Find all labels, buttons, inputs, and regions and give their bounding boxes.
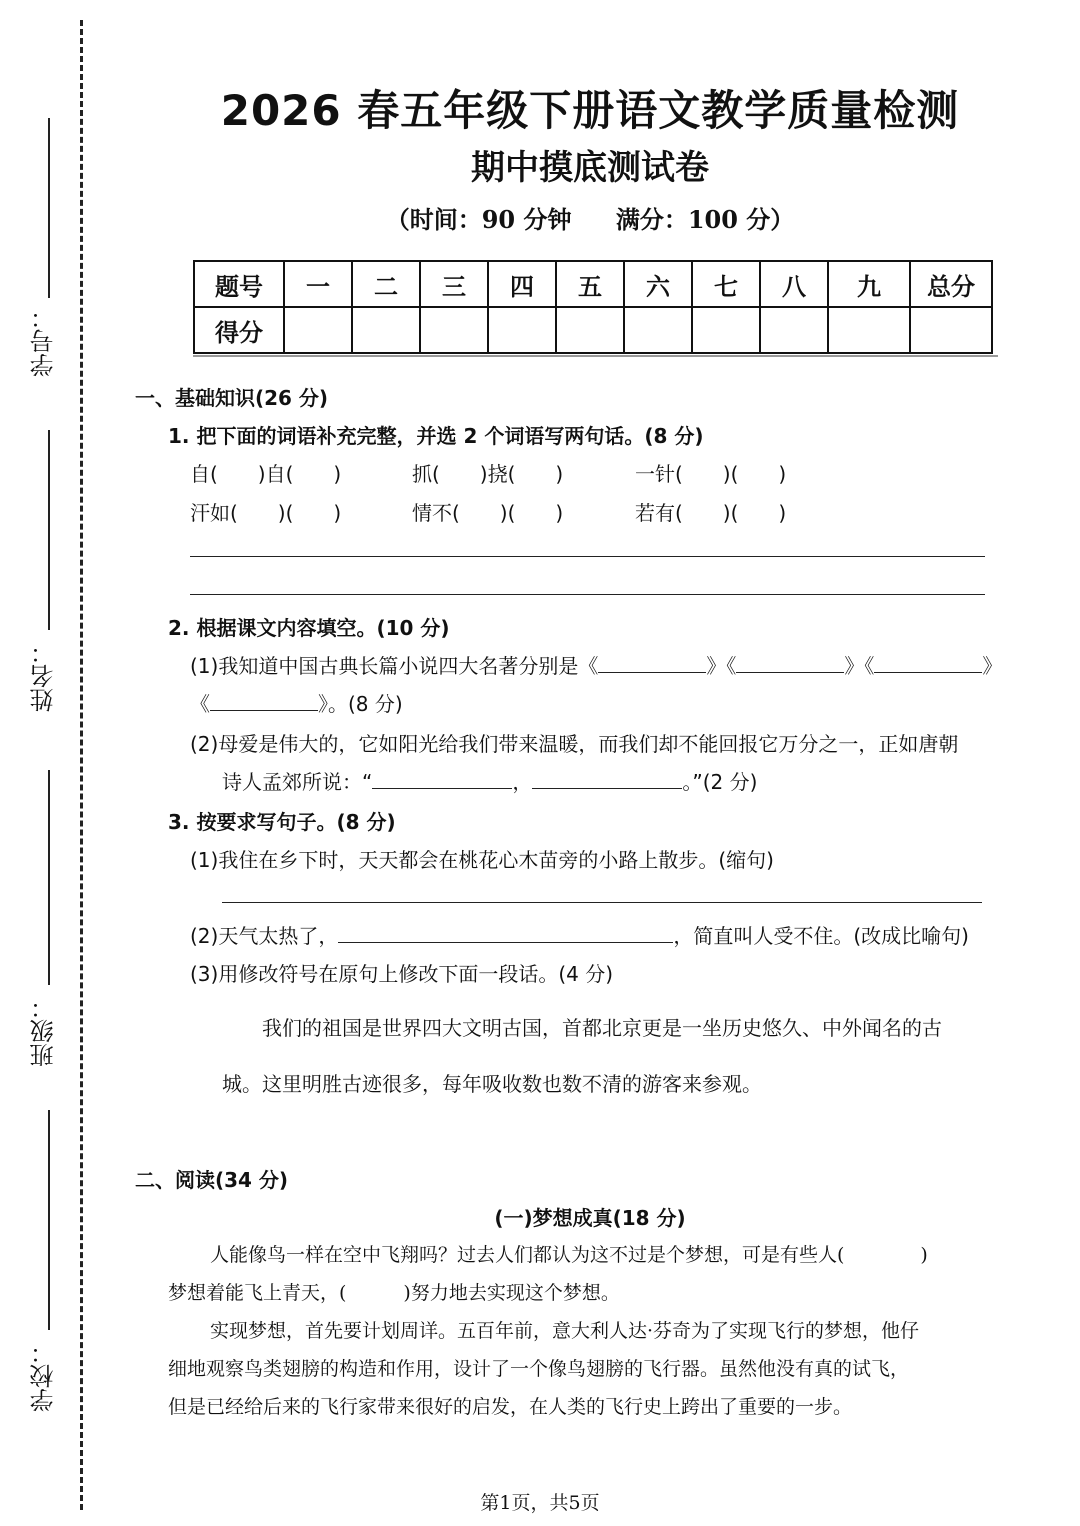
class-label: 班级： [30,995,58,1067]
exam-time-info [0,200,1080,235]
q3-part2-start: (2)天气太热了， [190,924,339,948]
score-cell[interactable] [420,307,488,353]
simile-blank[interactable] [338,922,673,943]
reading-para1-line1: 人能像鸟一样在空中飞翔吗？过去人们都认为这不过是个梦想，可是有些人( ) [210,1244,928,1266]
q3-part3: (3)用修改符号在原句上修改下面一段话。(4 分) [190,962,614,986]
page-number: 第1页，共5页 [480,1492,600,1514]
q2-part1-close: 》 [982,654,1003,678]
book-blank-3[interactable] [874,652,982,673]
name-label: 姓名： [30,640,58,712]
score-cell[interactable] [910,307,992,353]
q2-part2-end: 。”(2 分) [682,770,758,794]
q3-passage-line-1: 我们的祖国是世界四大文明古国，首都北京更是一坐历史悠久、中外闻名的古 [262,1016,942,1040]
table-header-cell: 四 [488,261,556,307]
book-blank-1[interactable] [598,652,706,673]
q1-word-2: 抓( )挠( ) [412,462,564,486]
q2-part1-open: 《 [190,692,210,716]
table-header-cell: 三 [420,261,488,307]
score-cell[interactable] [624,307,692,353]
table-header-cell: 九 [828,261,910,307]
score-table-header-row [194,261,992,307]
q1-word-6: 若有( )( ) [635,501,787,525]
q1-word-4: 汗如( )( ) [190,501,342,525]
time-label: （时间：90 分钟 [385,205,572,234]
q3-passage-line-2: 城。这里明胜古迹很多，每年吸收数也数不清的游客来参观。 [222,1072,762,1096]
table-header-cell: 六 [624,261,692,307]
section-1-heading: 一、基础知识(26 分) [135,386,329,410]
binding-dashed-line [80,20,83,1510]
section-2-heading: 二、阅读(34 分) [135,1168,289,1192]
table-header-cell: 题号 [194,261,284,307]
score-cell[interactable] [692,307,760,353]
score-cell[interactable] [760,307,828,353]
score-table-score-row [194,307,992,353]
table-row-label: 得分 [194,307,284,353]
table-underline [193,355,998,357]
score-cell[interactable] [488,307,556,353]
q2-prompt: 2. 根据课文内容填空。(10 分) [168,616,450,640]
table-header-cell: 二 [352,261,420,307]
full-score-label: 满分：100 分） [615,205,795,234]
class-line [48,770,50,985]
score-table [193,260,993,354]
q2-part1-sep: 》《 [706,654,737,678]
exam-subtitle: 期中摸底测试卷 [471,148,709,188]
q3-prompt: 3. 按要求写句子。(8 分) [168,810,396,834]
q3-part1: (1)我住在乡下时，天天都会在桃花心木苗旁的小路上散步。(缩句) [190,848,774,872]
book-blank-2[interactable] [736,652,844,673]
book-blank-4[interactable] [210,690,318,711]
q2-part1-line2 [190,688,403,717]
reading-title: (一)梦想成真(18 分) [494,1206,686,1230]
q2-part2-comma: ， [512,770,533,794]
table-header-cell: 八 [760,261,828,307]
q1-answer-line-1[interactable] [190,556,985,557]
q1-prompt: 1. 把下面的词语补充完整，并选 2 个词语写两句话。(8 分) [168,424,704,448]
q2-part2-text: 诗人孟郊所说：“ [222,770,373,794]
reading-para2-line2: 细地观察鸟类翅膀的构造和作用，设计了一个像鸟翅膀的飞行器。虽然他没有真的试飞， [168,1358,910,1380]
q2-part1-points: 》。(8 分) [318,692,403,716]
reading-para2-line1: 实现梦想，首先要计划周详。五百年前，意大利人达·芬奇为了实现飞行的梦想，他仔 [210,1320,920,1342]
student-id-label: 学号： [30,305,58,377]
reading-para1-line2: 梦想着能飞上青天，( )努力地去实现这个梦想。 [168,1282,620,1304]
reading-para2-line3: 但是已经给后来的飞行家带来很好的启发，在人类的飞行史上跨出了重要的一步。 [168,1396,853,1418]
q1-word-5: 情不( )( ) [412,501,564,525]
score-cell[interactable] [352,307,420,353]
q2-part2-line1: (2)母爱是伟大的，它如阳光给我们带来温暖，而我们却不能回报它万分之一，正如唐朝 [190,732,959,756]
q1-word-3: 一针( )( ) [635,462,787,486]
q1-word-1: 自( )自( ) [190,462,342,486]
q3-part1-answer-line[interactable] [222,902,982,903]
score-cell[interactable] [828,307,910,353]
q2-part1-line1 [190,650,1002,679]
exam-title: 2026 春五年级下册语文教学质量检测 [220,86,960,135]
table-header-cell: 五 [556,261,624,307]
name-line [48,430,50,630]
score-cell[interactable] [556,307,624,353]
q1-answer-line-2[interactable] [190,594,985,595]
table-header-cell: 总分 [910,261,992,307]
q3-part2-end: ，简直叫人受不住。(改成比喻句) [673,924,969,948]
table-header-cell: 一 [284,261,352,307]
school-label: 学校： [30,1340,58,1412]
table-header-cell: 七 [692,261,760,307]
q2-part1-sep: 》《 [844,654,875,678]
poem-blank-2[interactable] [532,768,682,789]
poem-blank-1[interactable] [372,768,512,789]
q2-part2-line2 [222,766,757,795]
q2-part1-text: (1)我知道中国古典长篇小说四大名著分别是《 [190,654,599,678]
score-cell[interactable] [284,307,352,353]
q3-part2 [190,920,969,949]
